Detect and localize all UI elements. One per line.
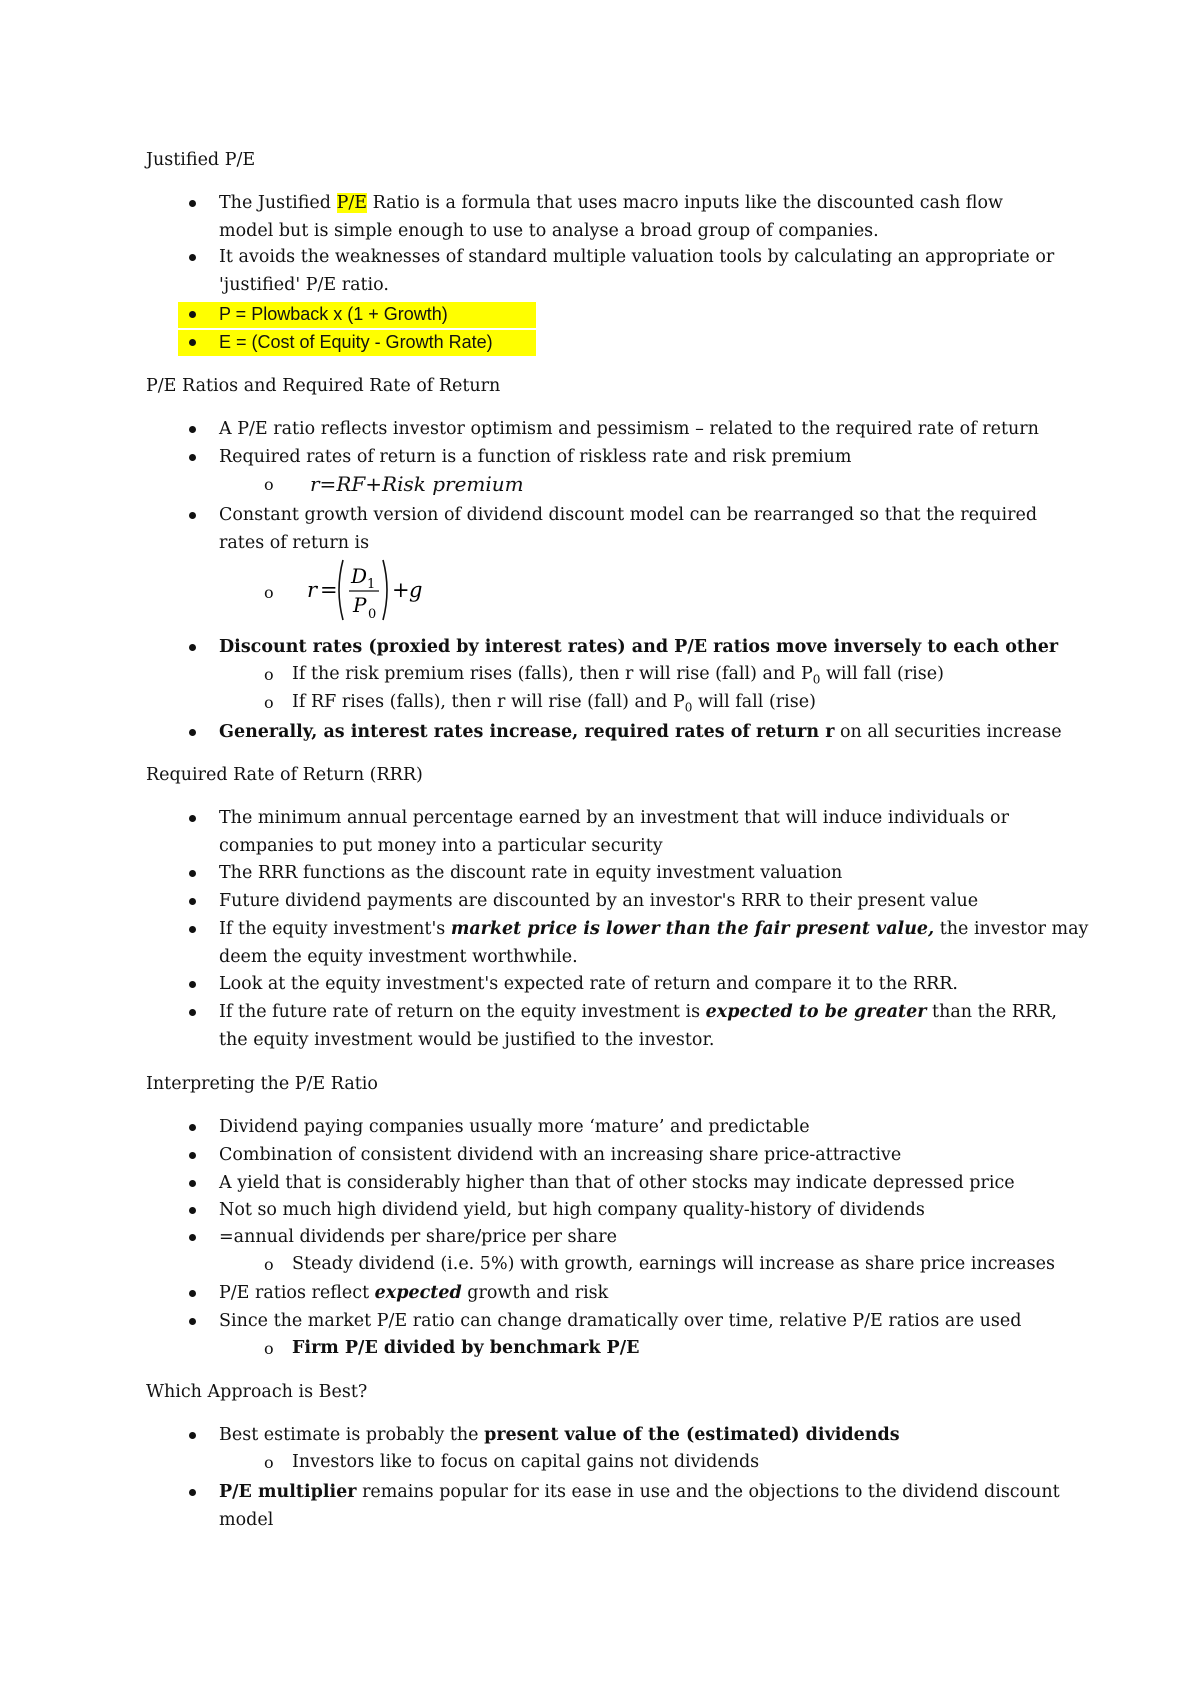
interpret-sub-bullet-2: Firm P/E divided by benchmark P/E xyxy=(292,1338,640,1358)
bullet-dot xyxy=(189,870,196,877)
interpret-sub-bullet-1: Steady dividend (i.e. 5%) with growth, earnings will increase as share price increases xyxy=(292,1254,1055,1274)
rrr-bullet-5: Look at the equity investment's expected rate of return and compare it to the RRR. xyxy=(219,974,958,994)
interpret-bullet-6: P/E ratios reflect expected growth and risk xyxy=(219,1283,609,1303)
sub-bullet-circle: o xyxy=(264,1339,274,1358)
pe-bullet-3: Constant growth version of dividend discount model can be rearranged so that the required xyxy=(219,505,1038,525)
sub-bullet-circle: o xyxy=(264,475,274,494)
bullet-dot xyxy=(189,926,196,933)
heading-pe-ratios-rrr: P/E Ratios and Required Rate of Return xyxy=(146,376,501,396)
bullet-dot xyxy=(189,1489,196,1496)
rrr-bullet-2: The RRR functions as the discount rate in equity investment valuation xyxy=(219,863,843,883)
svg-text:+: + xyxy=(392,578,410,602)
best-bullet-2: P/E multiplier remains popular for its ease in use and the objections to the dividend discount xyxy=(219,1482,1060,1502)
rrr-bullet-4-cont: deem the equity investment worthwhile. xyxy=(219,947,578,967)
bullet-dot xyxy=(189,200,196,207)
sub-bullet-circle: o xyxy=(264,1453,274,1472)
best-sub-bullet-1: Investors like to focus on capital gains not dividends xyxy=(292,1452,760,1472)
interpret-bullet-1: Dividend paying companies usually more ‘mature’ and predictable xyxy=(219,1117,810,1137)
sub-bullet-circle: o xyxy=(264,693,274,712)
justified-bullet-1-cont: model but is simple enough to use to analyse a broad group of companies. xyxy=(219,221,879,241)
bullet-dot xyxy=(189,1318,196,1325)
bullet-dot xyxy=(189,1009,196,1016)
rrr-bullet-3: Future dividend payments are discounted by an investor's RRR to their present value xyxy=(219,891,979,911)
bullet-dot xyxy=(189,898,196,905)
pe-bullet-5: Generally, as interest rates increase, required rates of return r on all securities increase xyxy=(219,722,1062,742)
pe-bullet-2: Required rates of return is a function of riskless rate and risk premium xyxy=(219,447,852,467)
justified-bullet-4: E = (Cost of Equity - Growth Rate) xyxy=(219,332,493,352)
bullet-dot xyxy=(189,1152,196,1159)
formula-dividend-discount xyxy=(305,556,435,626)
bullet-dot xyxy=(189,815,196,822)
bullet-dot xyxy=(189,512,196,519)
bullet-dot xyxy=(189,981,196,988)
interpret-bullet-4: Not so much high dividend yield, but high company quality-history of dividends xyxy=(219,1200,925,1220)
highlighted-pe: P/E xyxy=(336,193,368,213)
interpret-bullet-7: Since the market P/E ratio can change dramatically over time, relative P/E ratios are used xyxy=(219,1311,1022,1331)
bullet-dot xyxy=(189,1207,196,1214)
interpret-bullet-2: Combination of consistent dividend with an increasing share price-attractive xyxy=(219,1145,902,1165)
heading-which-approach: Which Approach is Best? xyxy=(146,1382,368,1402)
sub-bullet-circle: o xyxy=(264,1255,274,1274)
pe-bullet-3-cont: rates of return is xyxy=(219,533,370,553)
pe-sub-bullet-2: If RF rises (falls), then r will rise (fall) and $P_0$ will fall (rise) xyxy=(292,692,816,715)
heading-interpreting-pe: Interpreting the P/E Ratio xyxy=(146,1074,378,1094)
bullet-dot xyxy=(189,1124,196,1131)
bullet-dot xyxy=(189,1180,196,1187)
best-bullet-1: Best estimate is probably the present value of the (estimated) dividends xyxy=(219,1425,900,1445)
bullet-dot xyxy=(189,1432,196,1439)
pe-bullet-1: A P/E ratio reflects investor optimism and pessimism – related to the required rate of return xyxy=(219,419,1039,439)
rrr-bullet-1: The minimum annual percentage earned by an investment that will induce individuals or xyxy=(219,808,1009,828)
rrr-bullet-4: If the equity investment's market price is lower than the fair present value, the investor may xyxy=(219,919,1089,939)
justified-bullet-1: The Justified P/E Ratio is a formula that uses macro inputs like the discounted cash flow xyxy=(219,193,1003,213)
interpret-bullet-3: A yield that is considerably higher than that of other stocks may indicate depressed price xyxy=(219,1173,1015,1193)
svg-text:0: 0 xyxy=(368,607,377,622)
svg-text:P: P xyxy=(353,593,367,617)
justified-bullet-3: P = Plowback x (1 + Growth) xyxy=(219,304,448,324)
svg-text:=: = xyxy=(320,578,338,602)
svg-text:r: r xyxy=(307,578,318,602)
pe-bullet-4: Discount rates (proxied by interest rates) and P/E ratios move inversely to each other xyxy=(219,637,1059,657)
svg-text:g: g xyxy=(409,578,423,602)
bullet-dot xyxy=(189,644,196,651)
rrr-bullet-6-cont: the equity investment would be justified to the investor. xyxy=(219,1030,715,1050)
best-bullet-2-cont: model xyxy=(219,1510,274,1530)
svg-text:D: D xyxy=(351,564,368,588)
bullet-dot xyxy=(189,311,196,318)
rrr-bullet-6: If the future rate of return on the equity investment is expected to be greater than the RRR, xyxy=(219,1002,1057,1022)
bullet-dot xyxy=(189,254,196,261)
bullet-dot xyxy=(189,426,196,433)
sub-bullet-circle: o xyxy=(264,665,274,684)
pe-sub-bullet-1: If the risk premium rises (falls), then r will rise (fall) and $P_0$ will fall (rise) xyxy=(292,664,944,687)
justified-bullet-2: It avoids the weaknesses of standard multiple valuation tools by calculating an appropriate or xyxy=(219,247,1055,267)
interpret-bullet-5: =annual dividends per share/price per share xyxy=(219,1227,617,1247)
sub-bullet-circle: o xyxy=(264,583,274,602)
heading-justified-pe: Justified P/E xyxy=(146,150,256,170)
svg-text:1: 1 xyxy=(367,577,376,592)
bullet-dot xyxy=(189,1234,196,1241)
heading-rrr: Required Rate of Return (RRR) xyxy=(146,765,423,785)
bullet-dot xyxy=(189,729,196,736)
bullet-dot xyxy=(189,339,196,346)
bullet-dot xyxy=(189,454,196,461)
formula-r-rf-risk-premium: r=RF+Risk premium xyxy=(310,472,524,496)
rrr-bullet-1-cont: companies to put money into a particular security xyxy=(219,836,663,856)
bullet-dot xyxy=(189,1290,196,1297)
justified-bullet-2-cont: 'justified' P/E ratio. xyxy=(219,275,389,295)
